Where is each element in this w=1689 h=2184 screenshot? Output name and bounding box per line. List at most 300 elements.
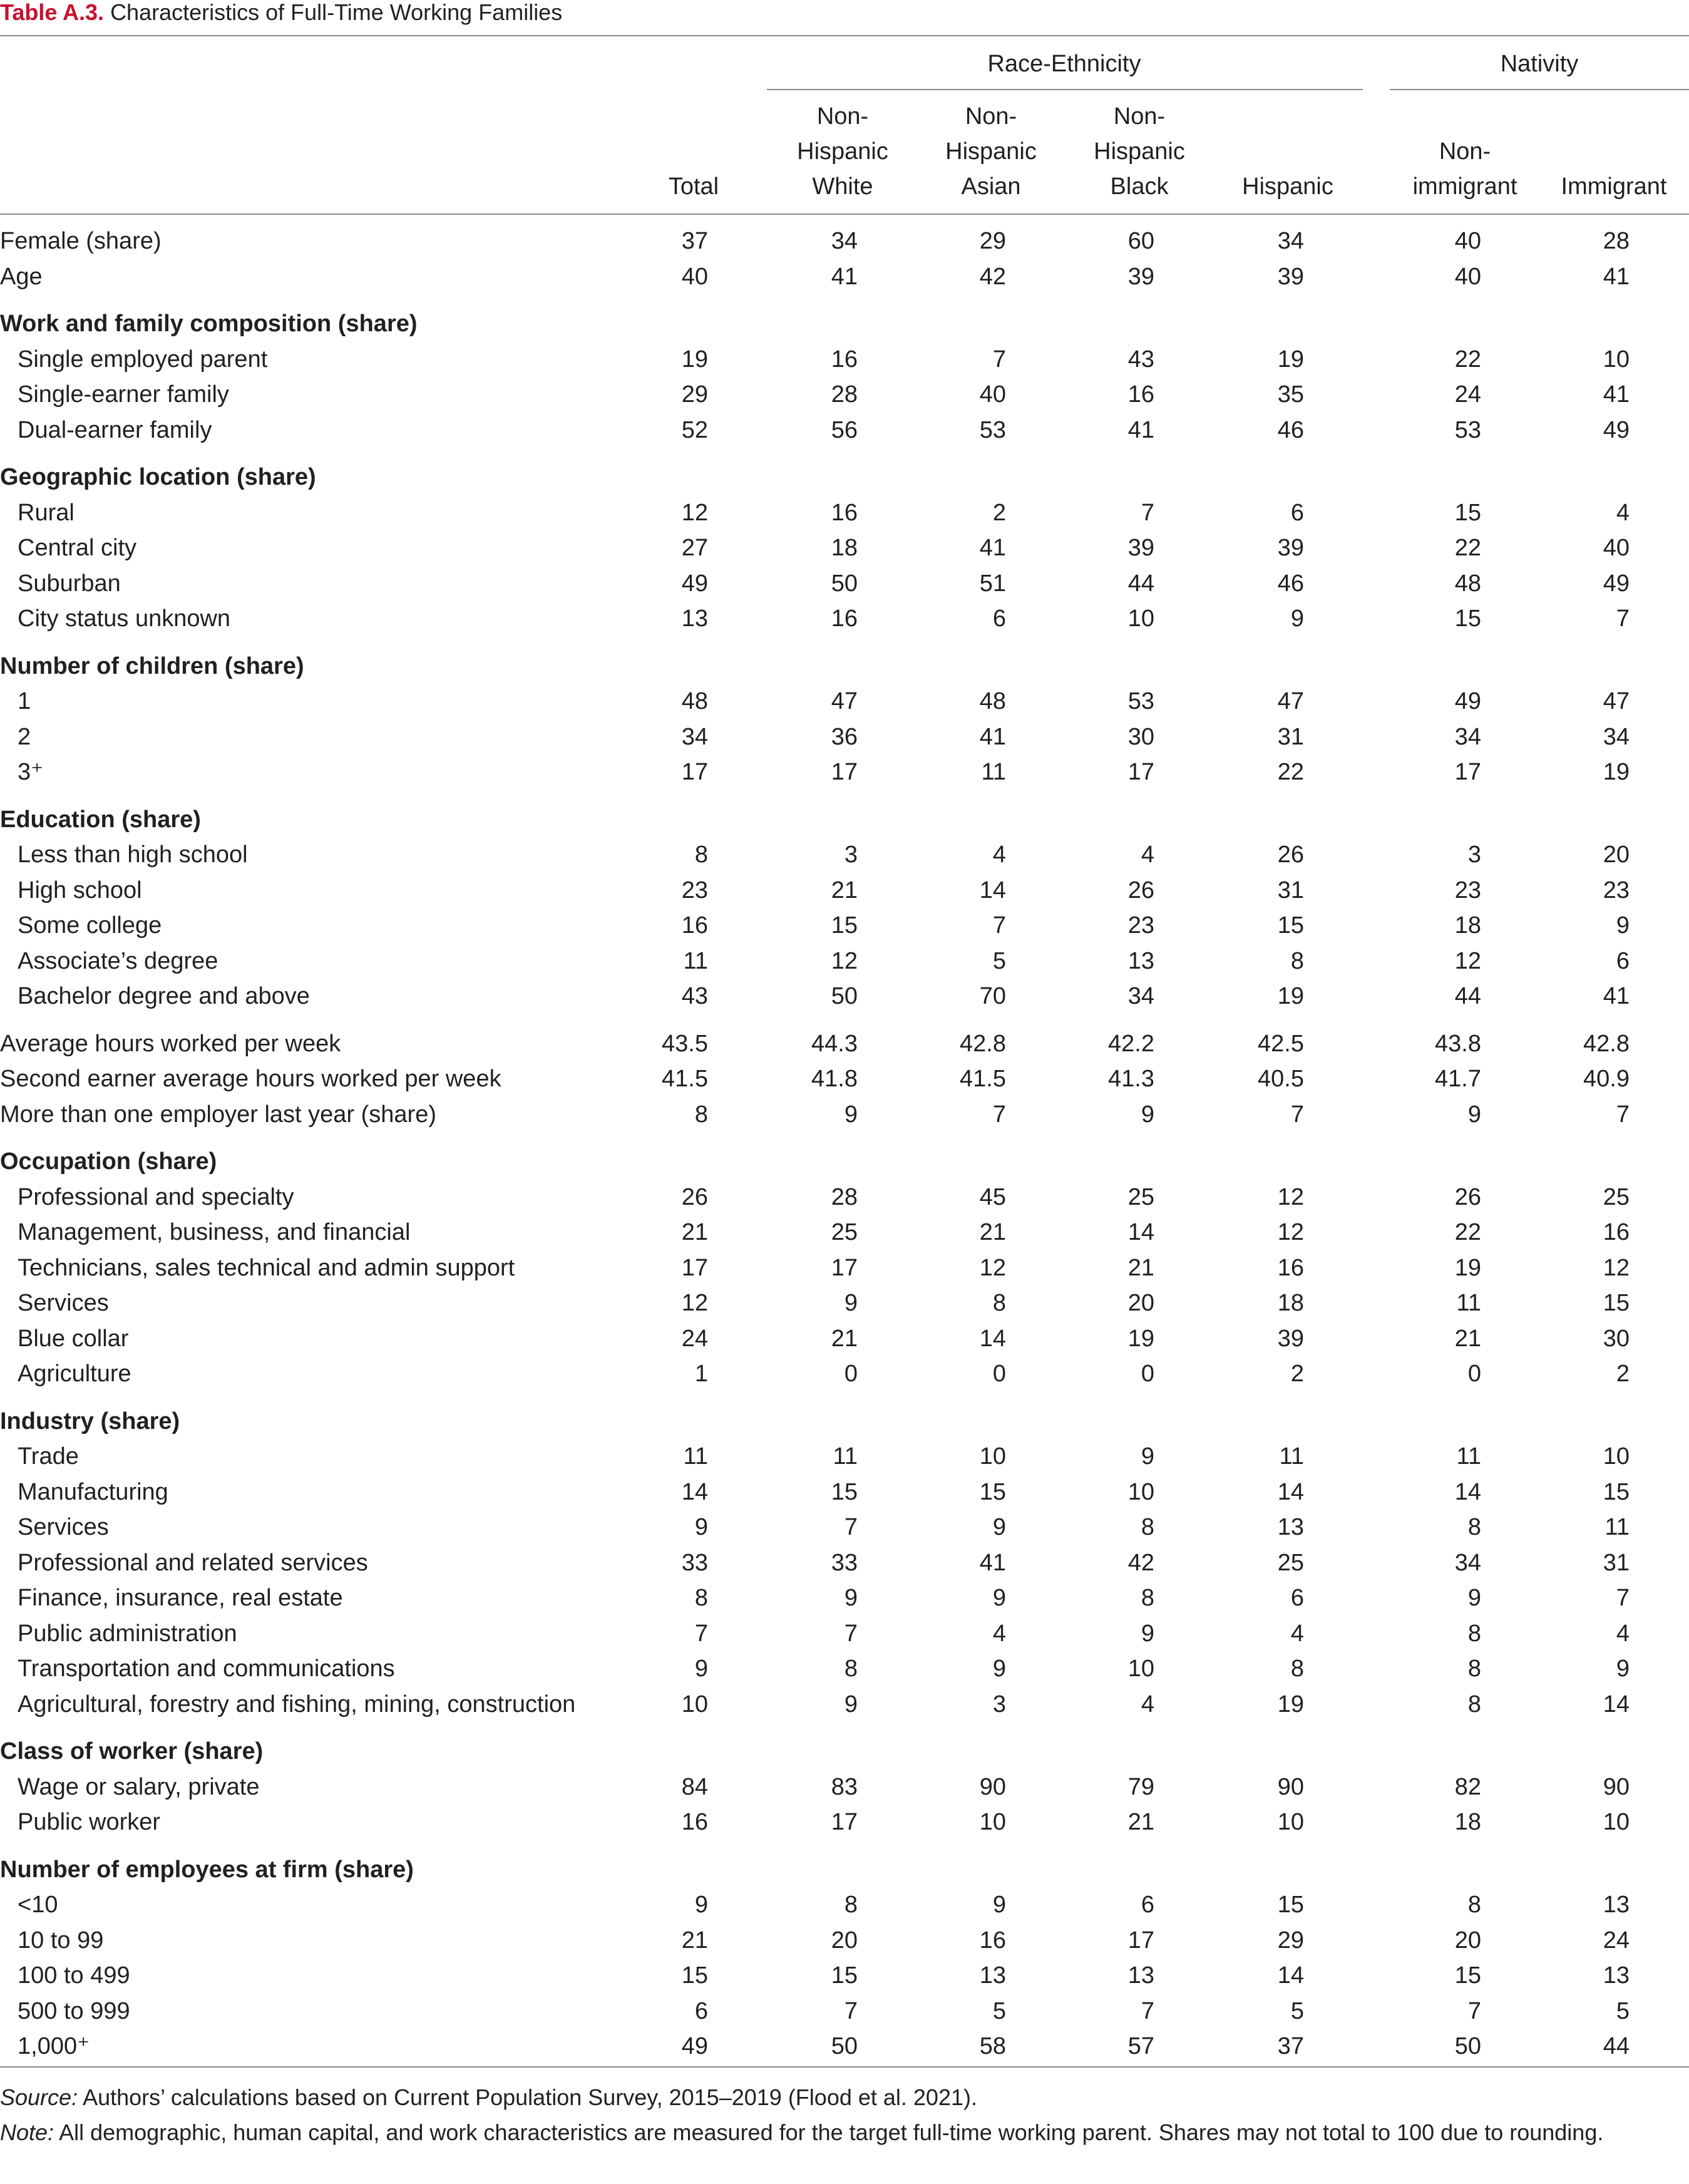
cell-value: 7 <box>1290 1101 1304 1128</box>
cell-value: 16 <box>681 1809 708 1835</box>
cell-value: 47 <box>1277 688 1304 714</box>
table-title-text: Characteristics of Full-Time Working Families <box>110 0 563 25</box>
cell-value: 34 <box>681 723 708 750</box>
cell-value: 7 <box>844 1620 858 1647</box>
cell-value: 41.5 <box>662 1066 708 1092</box>
row-label: 2 <box>18 723 31 750</box>
header-rule <box>0 214 1689 215</box>
cell-value: 9 <box>694 1656 708 1682</box>
cell-value: 12 <box>979 1254 1006 1281</box>
cell-value: 15 <box>1454 499 1481 526</box>
cell-value: 21 <box>681 1219 708 1245</box>
cell-value: 12 <box>681 499 708 526</box>
cell-value: 11 <box>833 1443 858 1470</box>
cell-value: 16 <box>1277 1254 1304 1281</box>
row-label: Wage or salary, private <box>18 1773 260 1800</box>
row-label: Professional and related services <box>18 1549 368 1576</box>
cell-value: 9 <box>1141 1101 1154 1128</box>
column-header-4-line3: Black <box>1110 173 1169 200</box>
table-row <box>0 1887 1689 1922</box>
cell-value: 17 <box>681 759 708 785</box>
section-header-row <box>0 460 1689 495</box>
cell-value: 13 <box>979 1962 1006 1989</box>
cell-value: 27 <box>681 535 708 561</box>
cell-value: 8 <box>1467 1656 1481 1682</box>
cell-value: 0 <box>1141 1361 1154 1387</box>
cell-value: 12 <box>1454 947 1481 974</box>
bottom-rule <box>0 2066 1689 2068</box>
table-row <box>0 2029 1689 2064</box>
table-row <box>0 1026 1689 1061</box>
row-label: Less than high school <box>18 842 248 868</box>
cell-value: 70 <box>979 983 1006 1009</box>
table-row <box>0 908 1689 943</box>
table-row <box>0 1285 1689 1321</box>
row-label: Suburban <box>18 570 121 597</box>
cell-value: 21 <box>831 877 858 904</box>
cell-value: 41 <box>979 723 1006 750</box>
table-row <box>0 944 1689 979</box>
cell-value: 20 <box>1127 1290 1154 1316</box>
cell-value: 18 <box>1454 1809 1481 1835</box>
row-label: Some college <box>18 912 162 939</box>
cell-value: 3 <box>992 1691 1006 1718</box>
table-label: Table A.3. <box>0 0 105 25</box>
cell-value: 10 <box>1603 1443 1630 1470</box>
cell-value: 36 <box>831 723 858 750</box>
table-row <box>0 1805 1689 1840</box>
cell-value: 30 <box>1127 723 1154 750</box>
row-label: High school <box>18 877 142 904</box>
cell-value: 19 <box>1127 1325 1154 1352</box>
cell-value: 41 <box>979 1549 1006 1576</box>
row-label: More than one employer last year (share) <box>0 1101 436 1128</box>
cell-value: 40 <box>1454 263 1481 290</box>
cell-value: 26 <box>1454 1183 1481 1210</box>
cell-value: 4 <box>1141 842 1154 868</box>
cell-value: 13 <box>1603 1892 1630 1918</box>
row-label: <10 <box>18 1892 58 1918</box>
cell-value: 2 <box>1290 1361 1304 1387</box>
row-label: Agricultural, forestry and fishing, mining, construction <box>18 1691 576 1718</box>
table-row <box>0 755 1689 790</box>
cell-value: 14 <box>681 1478 708 1505</box>
table-row <box>0 1958 1689 1993</box>
cell-value: 31 <box>1277 877 1304 904</box>
row-label: Bachelor degree and above <box>18 983 310 1009</box>
table-row <box>0 1475 1689 1510</box>
cell-value: 16 <box>831 499 858 526</box>
cell-value: 4 <box>1616 499 1630 526</box>
cell-value: 0 <box>844 1361 858 1387</box>
section-header-row <box>0 1144 1689 1179</box>
cell-value: 48 <box>979 688 1006 714</box>
cell-value: 8 <box>1290 1656 1304 1682</box>
cell-value: 6 <box>1616 947 1630 974</box>
cell-value: 4 <box>1616 1620 1630 1647</box>
column-header-3-line1: Non- <box>965 103 1017 130</box>
cell-value: 8 <box>992 1290 1006 1316</box>
cell-value: 45 <box>979 1183 1006 1210</box>
cell-value: 83 <box>831 1773 858 1800</box>
cell-value: 10 <box>1127 1656 1154 1682</box>
section-header-row <box>0 306 1689 341</box>
cell-value: 47 <box>1603 688 1630 714</box>
cell-value: 17 <box>1454 759 1481 785</box>
cell-value: 15 <box>1603 1478 1630 1505</box>
cell-value: 14 <box>1454 1478 1481 1505</box>
cell-value: 41 <box>1603 263 1630 290</box>
cell-value: 35 <box>1277 381 1304 408</box>
cell-value: 15 <box>831 912 858 939</box>
cell-value: 15 <box>1277 912 1304 939</box>
column-header-2-line1: Non- <box>816 103 869 130</box>
cell-value: 49 <box>681 2033 708 2059</box>
cell-value: 26 <box>1127 877 1154 904</box>
cell-value: 5 <box>992 1997 1006 2024</box>
cell-value: 15 <box>1277 1892 1304 1918</box>
cell-value: 19 <box>1603 759 1630 785</box>
cell-value: 12 <box>1277 1183 1304 1210</box>
cell-value: 23 <box>1127 912 1154 939</box>
cell-value: 13 <box>1127 947 1154 974</box>
cell-value: 26 <box>681 1183 708 1210</box>
table-row <box>0 413 1689 448</box>
table-row <box>0 1580 1689 1615</box>
cell-value: 17 <box>1127 1927 1154 1954</box>
cell-value: 7 <box>992 912 1006 939</box>
cell-value: 9 <box>1290 605 1304 632</box>
cell-value: 28 <box>1603 228 1630 254</box>
cell-value: 56 <box>831 416 858 443</box>
row-label: Female (share) <box>0 228 162 254</box>
row-label: Trade <box>18 1443 79 1470</box>
cell-value: 42 <box>1127 1549 1154 1576</box>
cell-value: 31 <box>1277 723 1304 750</box>
cell-value: 13 <box>1277 1514 1304 1540</box>
cell-value: 1 <box>694 1361 708 1387</box>
cell-value: 18 <box>1454 912 1481 939</box>
cell-value: 19 <box>1454 1254 1481 1281</box>
cell-value: 7 <box>992 346 1006 373</box>
cell-value: 41.3 <box>1108 1066 1154 1092</box>
cell-value: 8 <box>694 1585 708 1611</box>
table-row <box>0 1510 1689 1545</box>
cell-value: 21 <box>1127 1809 1154 1835</box>
cell-value: 42.8 <box>1583 1030 1630 1057</box>
cell-value: 7 <box>1467 1997 1481 2024</box>
row-label: Single employed parent <box>18 346 268 373</box>
cell-value: 33 <box>831 1549 858 1576</box>
section-header-row <box>0 649 1689 684</box>
cell-value: 11 <box>1279 1443 1304 1470</box>
row-label: 3⁺ <box>18 759 44 785</box>
cell-value: 33 <box>681 1549 708 1576</box>
cell-value: 9 <box>694 1892 708 1918</box>
cell-value: 60 <box>1127 228 1154 254</box>
table-row <box>0 1687 1689 1722</box>
row-label: Management, business, and financial <box>18 1219 411 1245</box>
table-note <box>0 2115 1684 2150</box>
cell-value: 9 <box>844 1101 858 1128</box>
cell-value: 25 <box>1603 1183 1630 1210</box>
cell-value: 48 <box>681 688 708 714</box>
cell-value: 46 <box>1277 570 1304 597</box>
cell-value: 14 <box>979 1325 1006 1352</box>
cell-value: 11 <box>981 759 1006 785</box>
row-label: Agriculture <box>18 1361 131 1387</box>
column-header-6-line2: Non- <box>1439 138 1491 165</box>
row-label: Public worker <box>18 1809 161 1835</box>
cell-value: 19 <box>1277 1691 1304 1718</box>
table-row <box>0 259 1689 294</box>
cell-value: 5 <box>992 947 1006 974</box>
row-label: 100 to 499 <box>18 1962 130 1989</box>
cell-value: 6 <box>992 605 1006 632</box>
cell-value: 21 <box>979 1219 1006 1245</box>
cell-value: 22 <box>1277 759 1304 785</box>
cell-value: 42.2 <box>1108 1030 1154 1057</box>
table-row <box>0 1545 1689 1580</box>
row-label: 1,000⁺ <box>18 2033 90 2059</box>
cell-value: 7 <box>1141 499 1154 526</box>
cell-value: 18 <box>1277 1290 1304 1316</box>
section-label: Industry (share) <box>0 1408 180 1435</box>
cell-value: 40 <box>979 381 1006 408</box>
cell-value: 19 <box>1277 983 1304 1009</box>
cell-value: 12 <box>831 947 858 974</box>
cell-value: 8 <box>1290 947 1304 974</box>
section-header-row <box>0 1404 1689 1439</box>
cell-value: 39 <box>1277 1325 1304 1352</box>
cell-value: 9 <box>1467 1585 1481 1611</box>
row-label: Public administration <box>18 1620 237 1647</box>
cell-value: 0 <box>1467 1361 1481 1387</box>
row-label: Finance, insurance, real estate <box>18 1585 343 1611</box>
cell-value: 20 <box>831 1927 858 1954</box>
cell-value: 10 <box>681 1691 708 1718</box>
cell-value: 4 <box>992 1620 1006 1647</box>
cell-value: 41.5 <box>960 1066 1006 1092</box>
column-header-3-line3: Asian <box>961 173 1021 200</box>
cell-value: 43.5 <box>662 1030 708 1057</box>
table-row <box>0 530 1689 565</box>
cell-value: 13 <box>1127 1962 1154 1989</box>
top-rule <box>0 35 1689 36</box>
cell-value: 90 <box>1277 1773 1304 1800</box>
cell-value: 13 <box>1603 1962 1630 1989</box>
table-row <box>0 1321 1689 1356</box>
cell-value: 23 <box>681 877 708 904</box>
cell-value: 44 <box>1127 570 1154 597</box>
cell-value: 8 <box>844 1656 858 1682</box>
cell-value: 21 <box>1454 1325 1481 1352</box>
cell-value: 34 <box>1454 1549 1481 1576</box>
cell-value: 40.9 <box>1583 1066 1630 1092</box>
cell-value: 42.8 <box>960 1030 1006 1057</box>
cell-value: 34 <box>831 228 858 254</box>
table-row <box>0 224 1689 259</box>
cell-value: 7 <box>992 1101 1006 1128</box>
cell-value: 22 <box>1454 346 1481 373</box>
cell-value: 37 <box>1277 2033 1304 2059</box>
cell-value: 9 <box>992 1656 1006 1682</box>
cell-value: 34 <box>1127 983 1154 1009</box>
table-row <box>0 873 1689 908</box>
cell-value: 31 <box>1603 1549 1630 1576</box>
cell-value: 14 <box>1127 1219 1154 1245</box>
cell-value: 16 <box>831 346 858 373</box>
section-header-row <box>0 802 1689 837</box>
cell-value: 9 <box>844 1290 858 1316</box>
cell-value: 50 <box>831 2033 858 2059</box>
cell-value: 39 <box>1277 535 1304 561</box>
cell-value: 7 <box>844 1997 858 2024</box>
table-row <box>0 495 1689 530</box>
table-row <box>0 377 1689 412</box>
cell-value: 34 <box>1454 723 1481 750</box>
cell-value: 41 <box>1603 983 1630 1009</box>
cell-value: 10 <box>1603 1809 1630 1835</box>
cell-value: 15 <box>1454 605 1481 632</box>
cell-value: 39 <box>1127 263 1154 290</box>
cell-value: 15 <box>681 1962 708 1989</box>
table-row <box>0 1061 1689 1096</box>
cell-value: 29 <box>979 228 1006 254</box>
cell-value: 7 <box>1616 605 1630 632</box>
cell-value: 16 <box>1603 1219 1630 1245</box>
cell-value: 2 <box>1616 1361 1630 1387</box>
cell-value: 41 <box>979 535 1006 561</box>
cell-value: 8 <box>1467 1514 1481 1540</box>
cell-value: 17 <box>1127 759 1154 785</box>
cell-value: 18 <box>831 535 858 561</box>
column-header-2-line2: Hispanic <box>797 138 888 165</box>
table-row <box>0 979 1689 1014</box>
cell-value: 43.8 <box>1435 1030 1481 1057</box>
cell-value: 43 <box>1127 346 1154 373</box>
cell-value: 43 <box>681 983 708 1009</box>
cell-value: 50 <box>1454 2033 1481 2059</box>
cell-value: 23 <box>1603 877 1630 904</box>
cell-value: 12 <box>681 1290 708 1316</box>
cell-value: 4 <box>992 842 1006 868</box>
cell-value: 79 <box>1127 1773 1154 1800</box>
row-label: Central city <box>18 535 137 561</box>
row-label: Technicians, sales technical and admin support <box>18 1254 515 1281</box>
cell-value: 21 <box>681 1927 708 1954</box>
cell-value: 11 <box>1604 1514 1630 1540</box>
row-label: Services <box>18 1514 109 1540</box>
column-header-6-line3: immigrant <box>1412 173 1517 200</box>
cell-value: 17 <box>681 1254 708 1281</box>
cell-value: 11 <box>1456 1443 1481 1470</box>
section-label: Education (share) <box>0 806 201 833</box>
cell-value: 10 <box>1127 605 1154 632</box>
cell-value: 41 <box>1603 381 1630 408</box>
column-header-4-line1: Non- <box>1113 103 1166 130</box>
cell-value: 9 <box>1467 1101 1481 1128</box>
cell-value: 21 <box>1127 1254 1154 1281</box>
column-header-3-line2: Hispanic <box>945 138 1037 165</box>
cell-value: 30 <box>1603 1325 1630 1352</box>
cell-value: 15 <box>831 1478 858 1505</box>
note-label: Note: <box>0 2120 54 2145</box>
cell-value: 53 <box>1127 688 1154 714</box>
cell-value: 19 <box>1277 346 1304 373</box>
cell-value: 8 <box>1467 1892 1481 1918</box>
cell-value: 41.8 <box>811 1066 858 1092</box>
cell-value: 16 <box>979 1927 1006 1954</box>
cell-value: 11 <box>1456 1290 1481 1316</box>
cell-value: 9 <box>1616 1656 1630 1682</box>
cell-value: 11 <box>683 1443 708 1470</box>
section-label: Work and family composition (share) <box>0 311 418 337</box>
row-label: Rural <box>18 499 74 526</box>
cell-value: 13 <box>681 605 708 632</box>
cell-value: 4 <box>1290 1620 1304 1647</box>
row-label: Professional and specialty <box>18 1183 294 1210</box>
cell-value: 8 <box>694 842 708 868</box>
cell-value: 24 <box>681 1325 708 1352</box>
group-header-nativity: Nativity <box>1500 51 1579 77</box>
table-row <box>0 837 1689 872</box>
cell-value: 21 <box>831 1325 858 1352</box>
cell-value: 17 <box>831 759 858 785</box>
cell-value: 19 <box>681 346 708 373</box>
cell-value: 20 <box>1454 1927 1481 1954</box>
cell-value: 10 <box>1127 1478 1154 1505</box>
group-rule-race <box>767 89 1363 90</box>
section-label: Class of worker (share) <box>0 1738 264 1764</box>
cell-value: 10 <box>1603 346 1630 373</box>
cell-value: 40 <box>1603 535 1630 561</box>
cell-value: 47 <box>831 688 858 714</box>
cell-value: 9 <box>844 1585 858 1611</box>
cell-value: 40.5 <box>1258 1066 1304 1092</box>
group-rule-nativity <box>1390 89 1689 90</box>
cell-value: 40 <box>1454 228 1481 254</box>
cell-value: 22 <box>1454 535 1481 561</box>
cell-value: 9 <box>1141 1620 1154 1647</box>
source-text: Authors’ calculations based on Current Population Survey, 2015–2019 (Flood et al. 2021). <box>78 2084 977 2110</box>
cell-value: 82 <box>1454 1773 1481 1800</box>
cell-value: 25 <box>1277 1549 1304 1576</box>
cell-value: 9 <box>1141 1443 1154 1470</box>
cell-value: 14 <box>979 877 1006 904</box>
cell-value: 10 <box>979 1443 1006 1470</box>
cell-value: 9 <box>694 1514 708 1540</box>
cell-value: 7 <box>1141 1997 1154 2024</box>
cell-value: 34 <box>1277 228 1304 254</box>
row-label: City status unknown <box>18 605 231 632</box>
column-header-5-line3: Hispanic <box>1242 173 1333 200</box>
cell-value: 8 <box>844 1892 858 1918</box>
cell-value: 44 <box>1603 2033 1630 2059</box>
table-row <box>0 601 1689 636</box>
table-row <box>0 1769 1689 1805</box>
cell-value: 41.7 <box>1435 1066 1481 1092</box>
cell-value: 49 <box>1603 570 1630 597</box>
column-header-7-line3: Immigrant <box>1561 173 1667 200</box>
table-row <box>0 1994 1689 2029</box>
section-label: Geographic location (share) <box>0 464 316 490</box>
cell-value: 17 <box>831 1254 858 1281</box>
cell-value: 29 <box>681 381 708 408</box>
cell-value: 42 <box>979 263 1006 290</box>
cell-value: 90 <box>979 1773 1006 1800</box>
cell-value: 53 <box>1454 416 1481 443</box>
